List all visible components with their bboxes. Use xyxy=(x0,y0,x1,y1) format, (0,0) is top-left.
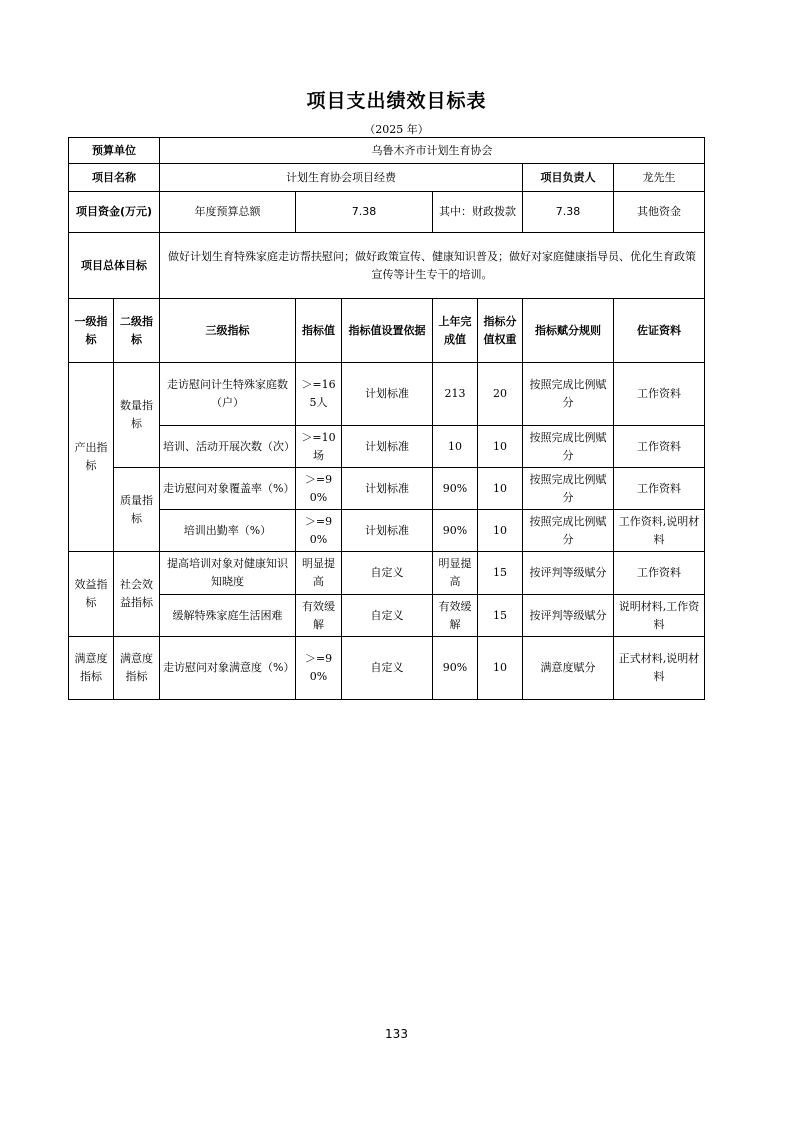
budget-unit-value: 乌鲁木齐市计划生育协会 xyxy=(160,138,705,164)
row-value: ＞=10场 xyxy=(296,426,342,468)
row-evidence: 工作资料 xyxy=(614,426,705,468)
row-value: ＞=90% xyxy=(296,510,342,552)
group-satisfaction-sub: 满意度指标 xyxy=(114,637,160,700)
project-name-value: 计划生育协会项目经费 xyxy=(160,164,523,192)
row-last-year: 90% xyxy=(433,510,478,552)
project-leader-value: 龙先生 xyxy=(614,164,705,192)
budget-unit-row xyxy=(69,138,705,164)
row-value: 明显提高 xyxy=(296,552,342,595)
header-basis: 指标值设置依据 xyxy=(342,299,433,363)
header-value: 指标值 xyxy=(296,299,342,363)
row-evidence: 说明材料,工作资料 xyxy=(614,595,705,637)
row-rule: 按评判等级赋分 xyxy=(523,552,614,595)
row-evidence: 工作资料,说明材料 xyxy=(614,510,705,552)
row-rule: 按照完成比例赋分 xyxy=(523,426,614,468)
row-rule: 按照完成比例赋分 xyxy=(523,468,614,510)
overall-goal-label: 项目总体目标 xyxy=(69,233,160,299)
row-basis: 计划标准 xyxy=(342,363,433,426)
row-evidence: 工作资料 xyxy=(614,552,705,595)
header-level2: 二级指标 xyxy=(114,299,160,363)
row-indicator: 缓解特殊家庭生活困难 xyxy=(160,595,296,637)
header-last-year: 上年完成值 xyxy=(433,299,478,363)
row-indicator: 提高培训对象对健康知识知晓度 xyxy=(160,552,296,595)
project-leader-label: 项目负责人 xyxy=(523,164,614,192)
performance-goal-table xyxy=(68,137,705,700)
row-value: ＞=90% xyxy=(296,637,342,700)
row-weight: 20 xyxy=(478,363,523,426)
header-rule: 指标赋分规则 xyxy=(523,299,614,363)
row-indicator: 走访慰问计生特殊家庭数（户） xyxy=(160,363,296,426)
table-row xyxy=(69,552,705,595)
project-funds-label: 项目资金(万元) xyxy=(69,192,160,233)
row-value: 有效缓解 xyxy=(296,595,342,637)
row-weight: 15 xyxy=(478,552,523,595)
row-weight: 10 xyxy=(478,468,523,510)
group-satisfaction: 满意度指标 xyxy=(69,637,114,700)
row-rule: 按照完成比例赋分 xyxy=(523,510,614,552)
fiscal-allocation-value: 7.38 xyxy=(523,192,614,233)
annual-budget-label: 年度预算总额 xyxy=(160,192,296,233)
group-benefit: 效益指标 xyxy=(69,552,114,637)
row-last-year: 有效缓解 xyxy=(433,595,478,637)
row-evidence: 正式材料,说明材料 xyxy=(614,637,705,700)
table-row xyxy=(69,426,705,468)
row-last-year: 明显提高 xyxy=(433,552,478,595)
row-last-year: 90% xyxy=(433,637,478,700)
row-weight: 15 xyxy=(478,595,523,637)
project-funds-row xyxy=(69,192,705,233)
project-name-row xyxy=(69,164,705,192)
table-row xyxy=(69,510,705,552)
row-indicator: 培训出勤率（%） xyxy=(160,510,296,552)
indicator-header-row xyxy=(69,299,705,363)
header-weight: 指标分值权重 xyxy=(478,299,523,363)
row-rule: 满意度赋分 xyxy=(523,637,614,700)
row-evidence: 工作资料 xyxy=(614,468,705,510)
row-basis: 计划标准 xyxy=(342,426,433,468)
row-indicator: 走访慰问对象覆盖率（%） xyxy=(160,468,296,510)
header-level1: 一级指标 xyxy=(69,299,114,363)
row-basis: 自定义 xyxy=(342,552,433,595)
row-basis: 自定义 xyxy=(342,637,433,700)
group-quantity: 数量指标 xyxy=(114,363,160,468)
group-social-benefit: 社会效益指标 xyxy=(114,552,160,637)
row-rule: 按照完成比例赋分 xyxy=(523,363,614,426)
table-row xyxy=(69,637,705,700)
row-indicator: 培训、活动开展次数（次） xyxy=(160,426,296,468)
row-weight: 10 xyxy=(478,426,523,468)
budget-unit-label: 预算单位 xyxy=(69,138,160,164)
row-value: ＞=90% xyxy=(296,468,342,510)
overall-goal-text: 做好计划生育特殊家庭走访帮扶慰问；做好政策宣传、健康知识普及；做好对家庭健康指导员、优化生育政策宣传等计生专干的培训。 xyxy=(160,233,705,299)
group-output: 产出指标 xyxy=(69,363,114,552)
row-last-year: 213 xyxy=(433,363,478,426)
other-funds-label: 其他资金 xyxy=(614,192,705,233)
project-name-label: 项目名称 xyxy=(69,164,160,192)
row-last-year: 10 xyxy=(433,426,478,468)
group-quality: 质量指标 xyxy=(114,468,160,552)
row-basis: 自定义 xyxy=(342,595,433,637)
overall-goal-row xyxy=(69,233,705,299)
row-last-year: 90% xyxy=(433,468,478,510)
document-year: （2025 年） xyxy=(364,123,429,136)
row-evidence: 工作资料 xyxy=(614,363,705,426)
header-evidence: 佐证资料 xyxy=(614,299,705,363)
page-number: 133 xyxy=(385,1027,408,1041)
row-value: ＞=165人 xyxy=(296,363,342,426)
table-row xyxy=(69,468,705,510)
table-row xyxy=(69,595,705,637)
fiscal-allocation-label: 其中：财政拨款 xyxy=(433,192,523,233)
row-basis: 计划标准 xyxy=(342,510,433,552)
row-indicator: 走访慰问对象满意度（%） xyxy=(160,637,296,700)
header-level3: 三级指标 xyxy=(160,299,296,363)
annual-budget-value: 7.38 xyxy=(296,192,433,233)
row-weight: 10 xyxy=(478,637,523,700)
row-rule: 按评判等级赋分 xyxy=(523,595,614,637)
row-basis: 计划标准 xyxy=(342,468,433,510)
row-weight: 10 xyxy=(478,510,523,552)
table-row xyxy=(69,363,705,426)
document-title: 项目支出绩效目标表 xyxy=(306,90,487,112)
